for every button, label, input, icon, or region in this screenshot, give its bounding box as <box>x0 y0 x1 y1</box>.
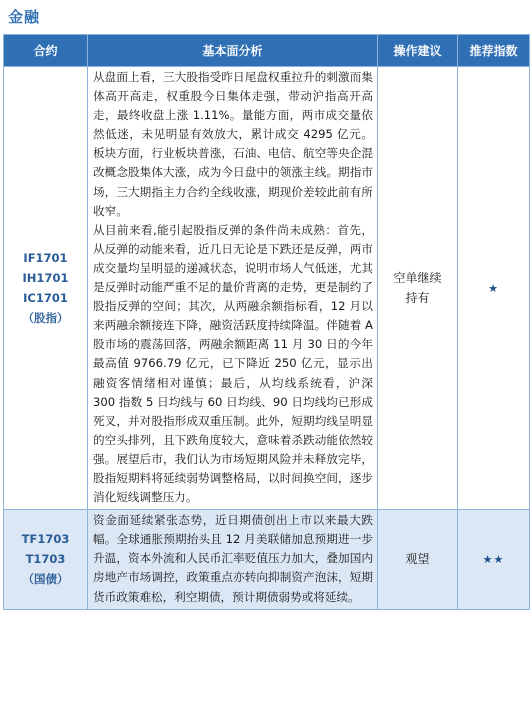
contract-code: T1703 <box>25 552 66 567</box>
contract-cell <box>4 510 88 609</box>
header-operation-advice: 操作建议 <box>378 35 458 67</box>
header-contract: 合约 <box>4 35 88 67</box>
analysis-paragraph: 资金面延续紧张态势，近日期债创出上市以来最大跌幅。全球通胀预期抬头且 12 月美联储加息预期进一步升温，资本外流和人民币汇率贬值压力加大，叠加国内房地产市场调控，政策重点亦转向抑制资产泡沫，短期货币政策难松，利空期债，预计期债弱势或将延续。 <box>93 513 373 604</box>
table-header-row <box>4 35 530 67</box>
advice-cell: 观望 <box>378 510 458 609</box>
contract-cell <box>4 67 88 510</box>
table-row-stock-index <box>4 67 530 510</box>
analysis-cell <box>88 510 378 609</box>
table-row-treasury <box>4 510 530 609</box>
analysis-cell <box>88 67 378 510</box>
header-fundamental-analysis: 基本面分析 <box>88 35 378 67</box>
analysis-paragraph: 从盘面上看，三大股指受昨日尾盘权重拉升的刺激而集体高开高走，权重股今日集体走强，带动沪指高开高走，最终收盘上涨 1.11%。量能方面，两市成交量依然低迷，未见明显有效放大，累计成交 4295 亿元。板块方面，行业板块普涨，石油、电信、航空等央企混改概念股集体大涨，成为今日盘中的领涨主线。期指市场，三大期指主力合约全线收涨，期现价差较此前有所收窄。 <box>93 70 373 218</box>
contract-category: （国债） <box>22 572 69 587</box>
contract-category: （股指） <box>22 311 69 326</box>
contract-code: IH1701 <box>22 271 69 286</box>
star-rating: ★ <box>458 67 530 510</box>
futures-recommendation-table <box>3 34 530 610</box>
header-recommendation-index: 推荐指数 <box>458 35 530 67</box>
analysis-paragraph: 从目前来看,能引起股指反弹的条件尚未成熟：首先，从反弹的动能来看，近几日无论是下跌还是反弹，两市成交量均呈明显的递减状态，说明市场人气低迷，尤其是反弹时动能严重不足的量价背离的走势，更是制约了股指反弹的空间；其次，从两融余额指标看，12 月以来两融余额接连下降，融资活跃度持续降温。伴随着 A 股市场的震荡回落，两融余额距离 11 月 30 日的今年最高值 9766.79 亿元，已下降近 250 亿元，显示出融资客情绪相对谨慎；最后，从均线系统看，沪深 300 指数 5 日均线与 60 日均线、90 日均线均已形成死叉，并对股指形成双重压制。此外，短期均线呈明显的空头排列，且下跌角度较大，意味着杀跌动能依然较强。展望后市，我们认为市场短期风险并未释放完毕，股指短期料将延续弱势调整格局，以时间换空间，逐步消化短线调整压力。 <box>93 222 373 505</box>
star-rating: ★★ <box>458 510 530 609</box>
section-title: 金融 <box>8 8 41 26</box>
advice-cell: 空单继续持有 <box>378 67 458 510</box>
contract-code: IC1701 <box>23 291 68 306</box>
contract-code: TF1703 <box>21 532 70 547</box>
contract-code: IF1701 <box>23 251 68 266</box>
